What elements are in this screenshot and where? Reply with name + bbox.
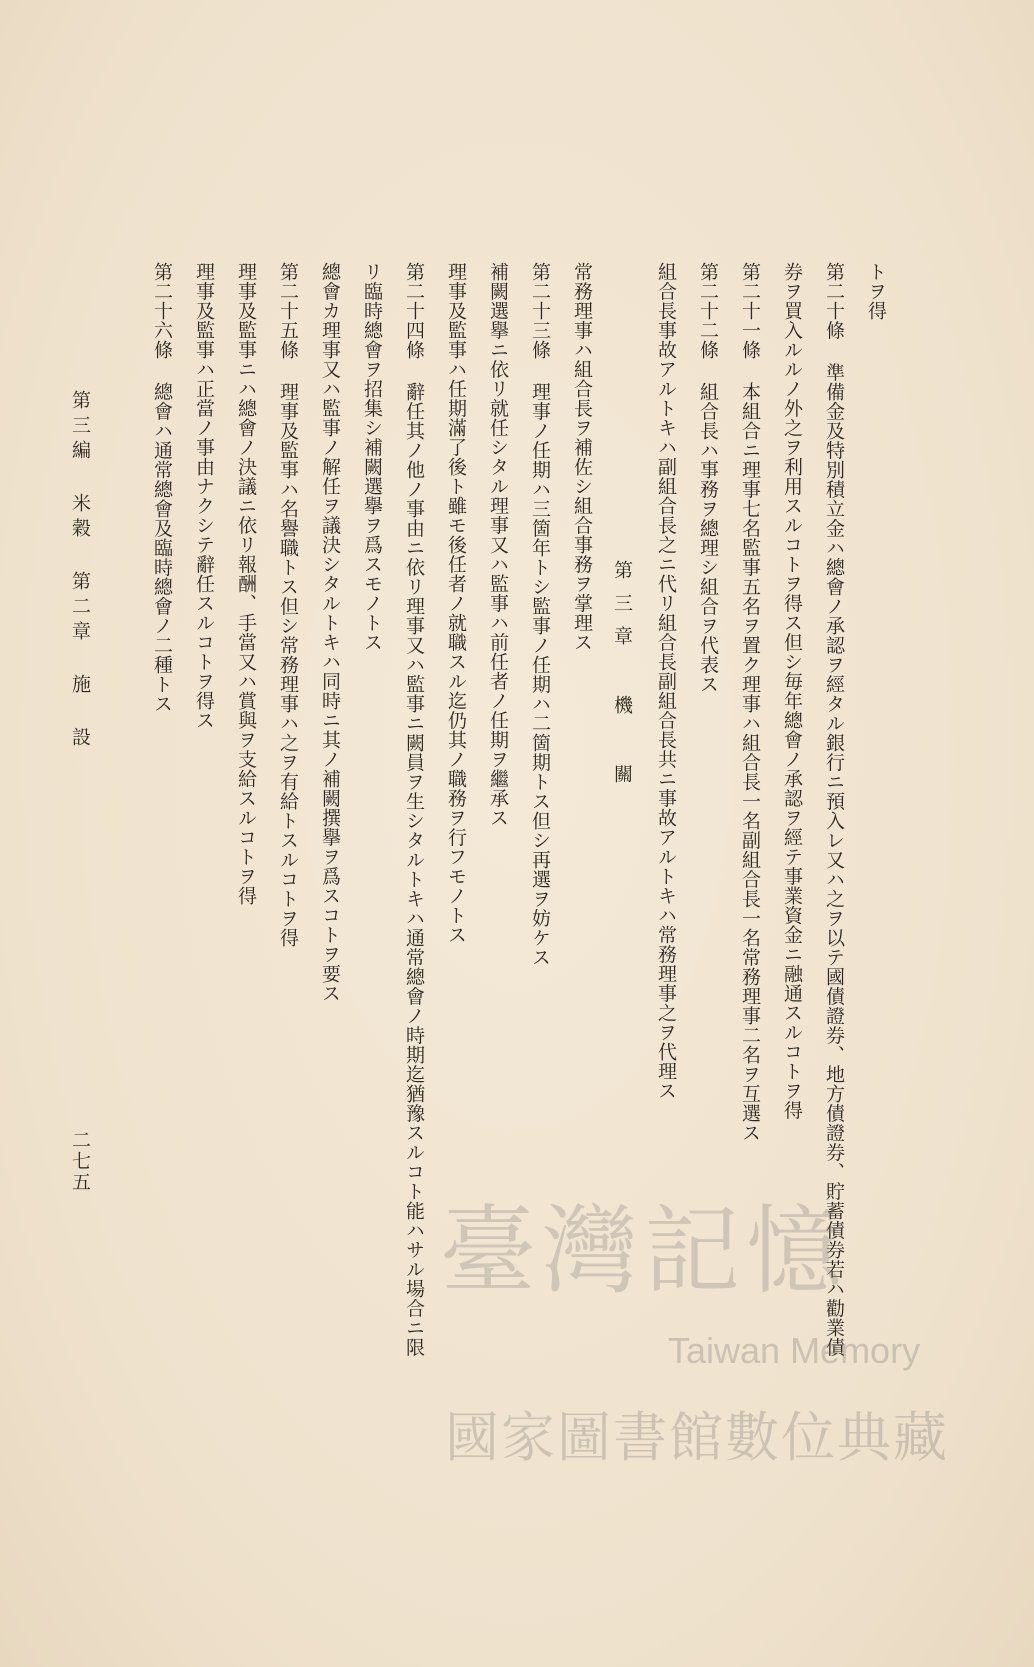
running-header: 第三編 米穀 第二章 施 設: [69, 390, 91, 752]
chapter-heading: 第三章 機 關: [611, 560, 633, 797]
text-column: 第二十六條 總會ハ通常總會及臨時總會ノ二種トス: [151, 262, 173, 714]
text-column: 第二十五條 理事及監事ハ名譽職トス但シ常務理事ハ之ヲ有給トスルコトヲ得: [277, 262, 299, 948]
text-column: 第二十條 準備金及特別積立金ハ總會ノ承認ヲ經タル銀行ニ預入レ又ハ之ヲ以テ國債證券、地方債證券、貯蓄債券若ハ勸業債: [823, 262, 845, 1357]
watermark-logo: 臺灣記憶: [440, 1195, 848, 1307]
text-column: 券ヲ買入ルルノ外之ヲ利用スルコトヲ得ス但シ毎年總會ノ承認ヲ經テ事業資金ニ融通スルコトヲ得: [781, 262, 803, 1120]
page-number: 二七五: [69, 1130, 91, 1193]
text-column: 理事及監事ハ正當ノ事由ナクシテ辭任スルコトヲ得ス: [193, 262, 215, 730]
text-column: 第二十二條 組合長ハ事務ヲ總理シ組合ヲ代表ス: [697, 262, 719, 694]
text-column: 補闕選擧ニ依リ就任シタル理事又ハ監事ハ前任者ノ任期ヲ繼承ス: [487, 262, 509, 828]
text-column: 理事及監事ニハ總會ノ決議ニ依リ報酬、手當又ハ賞與ヲ支給スルコトヲ得: [235, 262, 257, 906]
text-column: 常務理事ハ組合長ヲ補佐シ組合事務ヲ掌理ス: [571, 262, 593, 652]
watermark-english: Taiwan Memory: [668, 1330, 921, 1371]
text-column: 理事及監事ハ任期滿了後ト雖モ後任者ノ就職スル迄仍其ノ職務ヲ行フモノトス: [445, 262, 467, 945]
watermark-library: 國家圖書館數位典藏: [445, 1406, 949, 1469]
text-column: リ臨時總會ヲ招集シ補闕選擧ヲ爲スモノトス: [361, 262, 383, 652]
text-column: 第二十三條 理事ノ任期ハ三箇年トシ監事ノ任期ハ二箇期トス但シ再選ヲ妨ケス: [529, 262, 551, 967]
text-column: 第二十四條 辭任其ノ他ノ事由ニ依リ理事又ハ監事ニ闕員ヲ生シタルトキハ通常總會ノ時期迄猶豫スルコト能ハサル場合ニ限: [403, 262, 425, 1357]
text-column: 第二十一條 本組合ニ理事七名監事五名ヲ置ク理事ハ組合長一名副組合長一名常務理事二名ヲ互選ス: [739, 262, 761, 1143]
text-column: 總會カ理事又ハ監事ノ解任ヲ議決シタルトキハ同時ニ其ノ補闕撰擧ヲ爲スコトヲ要ス: [319, 262, 341, 1003]
text-column: 組合長事故アルトキハ副組合長之ニ代リ組合長副組合長共ニ事故アルトキハ常務理事之ヲ代理ス: [655, 262, 677, 1101]
text-column: トヲ得: [865, 262, 887, 321]
